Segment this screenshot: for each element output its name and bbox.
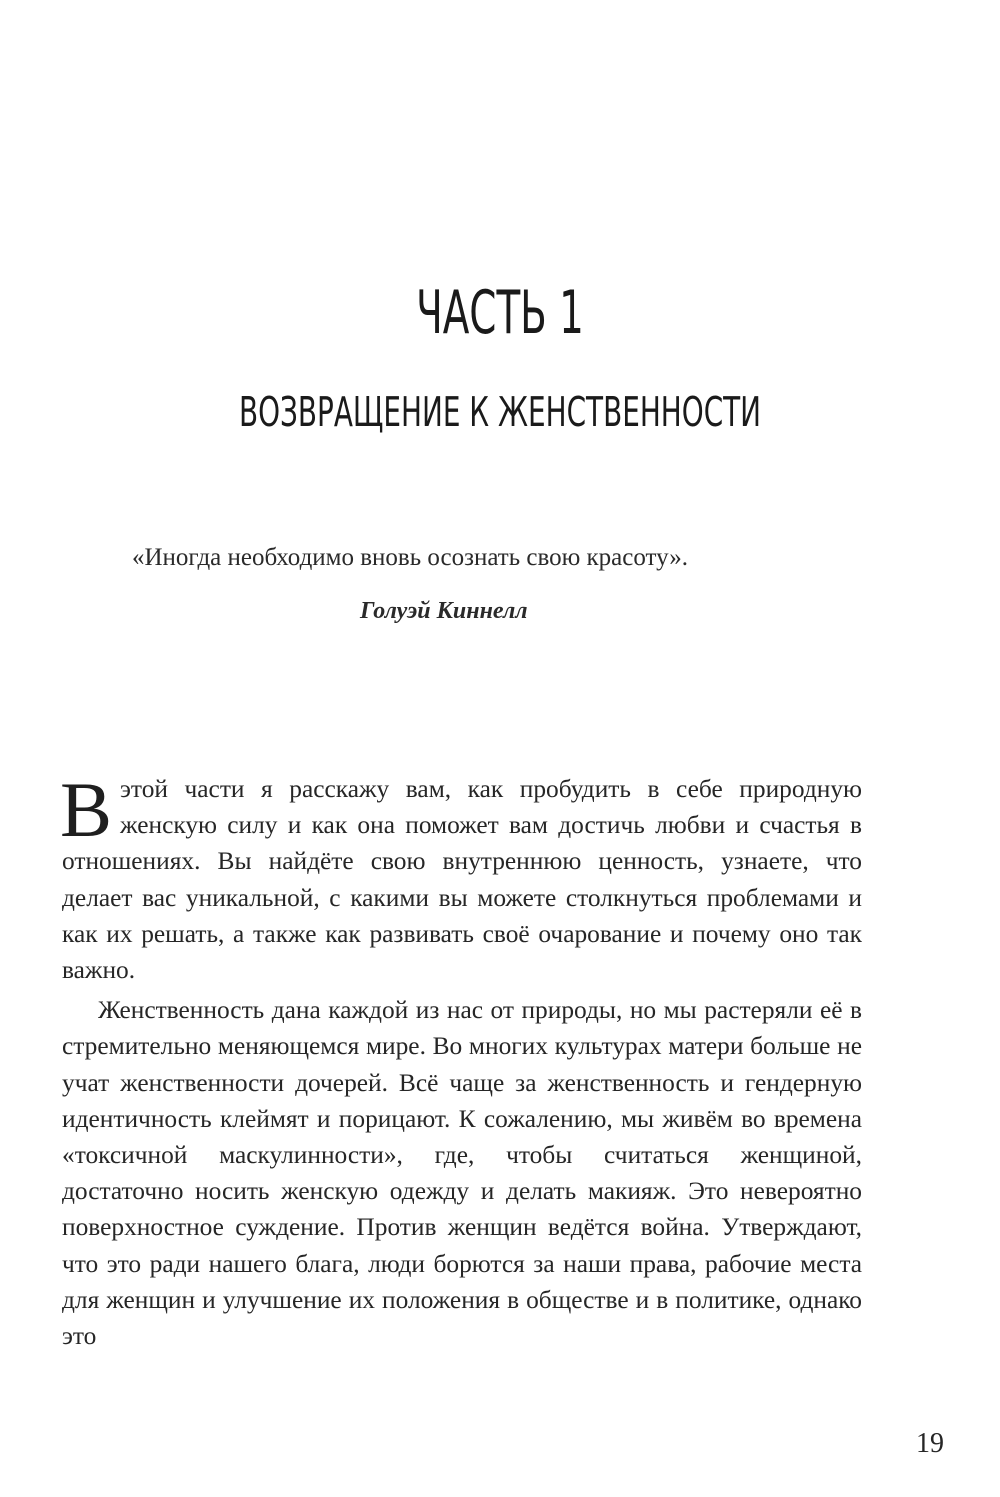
drop-cap: В xyxy=(60,766,113,853)
epigraph-quote: «Иногда необходимо вновь осознать свою красоту». xyxy=(132,544,689,571)
body-text xyxy=(60,766,862,1354)
epigraph xyxy=(130,544,910,625)
epigraph-author: Голуэй Киннелл xyxy=(360,598,528,624)
paragraph-1 xyxy=(60,766,862,988)
paragraph-2: Женственность дана каждой из нас от природы, но мы растеряли её в стремительно меняющемся мире. Во многих культурах матери больше не учат женственности дочерей. Всё чаще за женственность и гендерную идентичность клеймят и порицают. К сожалению, мы живём во времена «токсичной маскулинности», где, чтобы считаться женщиной, достаточно носить женскую одежду и делать макияж. Это невероятно поверхностное суждение. Против женщин ведётся война. Утверждают, что это ради нашего блага, люди борются за наши права, рабочие места для женщин и улучшение их положения в обществе и в политике, однако это xyxy=(62,996,862,1351)
page-number: 19 xyxy=(916,1428,944,1459)
part-subtitle: ВОЗВРАЩЕНИЕ К ЖЕНСТВЕННОСТИ xyxy=(238,388,762,436)
part-title: ЧАСТЬ 1 xyxy=(416,278,584,348)
paragraph-1-text: этой части я расскажу вам, как пробудить в себе природную женскую силу и как она поможет вам достичь любви и счастья в отношениях. Вы найдёте свою внутреннюю ценность, узнаете, что делает вас уникальной, с какими вы можете столкнуться проблемами и как их решать, а также как развивать своё очарование и почему оно так важно. xyxy=(62,775,862,985)
